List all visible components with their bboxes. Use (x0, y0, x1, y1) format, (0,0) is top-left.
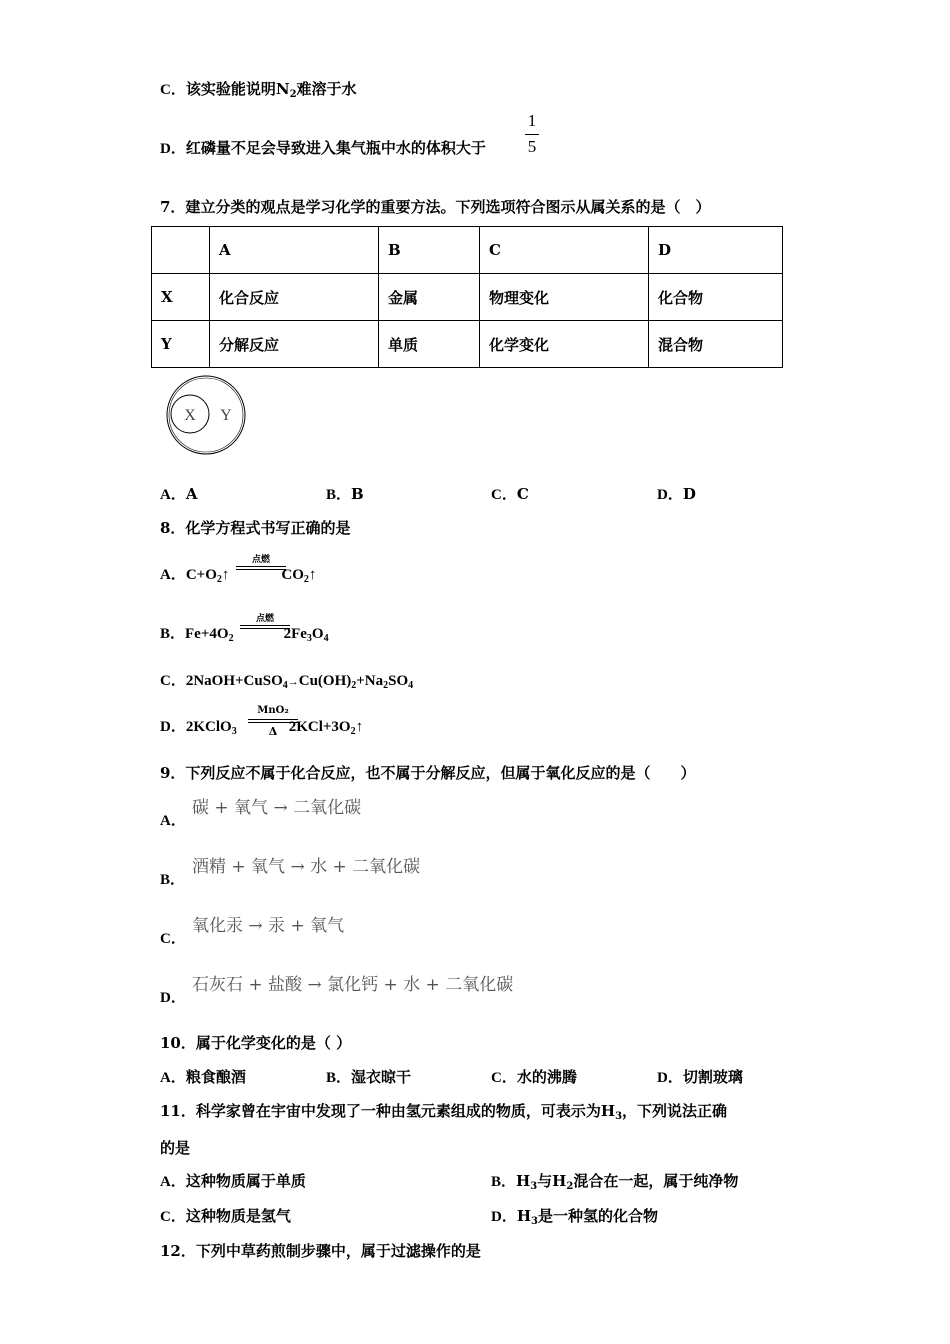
reaction-condition: 点燃 (255, 614, 274, 624)
option-text: 混合在一起，属于纯净物 (573, 1172, 739, 1190)
question-7-stem: 7．建立分类的观点是学习化学的重要方法。下列选项符合图示从属关系的是（ ） (160, 198, 711, 216)
subscript: 3 (530, 1181, 538, 1192)
option-label: D． (657, 1070, 683, 1086)
subscript: 3 (306, 633, 312, 644)
subscript: 2 (303, 574, 309, 585)
option-text: 红磷量不足会导致进入集气瓶中水的体积大于 (185, 139, 486, 157)
subscript: 3 (615, 1111, 623, 1122)
q10-option-b[interactable] (326, 1066, 411, 1087)
option-label: D． (160, 141, 186, 157)
table-cell: D (649, 227, 783, 274)
outer-circle-inner-ring (169, 378, 243, 452)
equation-part: 2NaOH+CuSO (185, 673, 283, 689)
q11-option-a[interactable] (160, 1170, 306, 1191)
fraction-numerator: 1 (527, 111, 537, 130)
table-cell: X (152, 274, 210, 321)
equation-left: 2KClO (185, 719, 232, 735)
outer-circle (167, 376, 245, 454)
q6-option-d[interactable] (160, 137, 486, 158)
question-8-stem: 8．化学方程式书写正确的是 (160, 519, 351, 537)
q9-option-d-text: 石灰石 + 盐酸 → 氯化钙 + 水 + 二氧化碳 (192, 975, 514, 995)
equals-sign (236, 566, 286, 570)
option-text: A (185, 485, 198, 503)
table-cell: 化学变化 (480, 321, 649, 368)
table-cell: 金属 (379, 274, 480, 321)
table-cell: B (379, 227, 480, 274)
table-cell: 单质 (379, 321, 480, 368)
option-text: 该实验能说明N (185, 80, 290, 98)
table-cell: C (480, 227, 649, 274)
table-cell: 物理变化 (480, 274, 649, 321)
gas-arrow: ↑ (308, 567, 317, 583)
option-text: 湿衣晾干 (351, 1068, 412, 1086)
equals-sign (248, 719, 298, 723)
q7-option-a[interactable] (160, 483, 197, 504)
subscript: 4 (408, 680, 414, 691)
table-header-row (152, 227, 783, 274)
equation-part: SO (388, 673, 409, 689)
equation-right: 2KCl+3O (288, 719, 351, 735)
table-cell: A (210, 227, 379, 274)
subscript: 2 (289, 89, 297, 100)
option-text: 切割玻璃 (682, 1068, 743, 1086)
option-label: A． (160, 567, 186, 583)
table-cell: 化合物 (649, 274, 783, 321)
equation-part: Cu(OH) (298, 673, 352, 689)
q9-option-c-text: 氧化汞 → 汞 + 氧气 (192, 916, 345, 936)
reaction-catalyst: MnO₂ (257, 705, 289, 716)
equals-sign (240, 625, 290, 629)
option-label: D． (160, 719, 186, 735)
q11-option-c[interactable] (160, 1205, 291, 1226)
q11-option-b[interactable] (491, 1170, 738, 1192)
equation-left: C+O (185, 567, 217, 583)
subscript: 2 (228, 633, 234, 644)
subscript: 3 (531, 1216, 538, 1227)
table-cell: 化合反应 (210, 274, 379, 321)
q11-option-d[interactable] (491, 1205, 658, 1227)
question-10-stem: 10．属于化学变化的是（ ） (160, 1034, 352, 1052)
table-cell: 混合物 (649, 321, 783, 368)
option-text: C (516, 485, 529, 503)
equation-right-mid: O (311, 626, 324, 642)
q8-option-c[interactable] (160, 669, 413, 691)
subscript: 3 (231, 726, 237, 737)
option-label: D． (491, 1209, 517, 1225)
option-label: A． (160, 487, 186, 503)
table-row (152, 274, 783, 321)
option-text: 粮食酿酒 (185, 1068, 246, 1086)
option-label: C． (491, 1070, 517, 1086)
q9-option-a-text: 碳 + 氧气 → 二氧化碳 (192, 798, 362, 818)
option-label: C． (160, 673, 186, 689)
equation-right: CO (281, 567, 304, 583)
gas-arrow: ↑ (355, 719, 364, 735)
question-11-stem-line2: 的是 (160, 1139, 191, 1157)
reaction-condition: 点燃 (251, 555, 270, 565)
subscript: 2 (216, 574, 222, 585)
question-12-stem: 12．下列中草药煎制步骤中，属于过滤操作的是 (160, 1242, 481, 1260)
subscript: 4 (282, 680, 288, 691)
reaction-arrow: → (287, 676, 299, 688)
option-text: 与H (537, 1172, 567, 1190)
q9-option-d-label[interactable]: D． (160, 990, 186, 1006)
subscript: 2 (350, 726, 356, 737)
option-label: B． (160, 626, 186, 642)
q9-option-b-text: 酒精 + 氧气 → 水 + 二氧化碳 (192, 857, 421, 877)
equation-part: +Na (356, 673, 384, 689)
table-cell: Y (152, 321, 210, 368)
option-text: H (516, 1172, 531, 1190)
subscript: 4 (323, 633, 329, 644)
equation-left: Fe+4O (185, 626, 229, 642)
option-text: 这种物质是氢气 (185, 1207, 291, 1225)
q10-option-d[interactable] (657, 1066, 743, 1087)
q7-option-c[interactable] (491, 483, 529, 504)
option-label: C． (160, 82, 186, 98)
question-11-stem-line1 (160, 1100, 727, 1122)
option-label: B． (326, 487, 352, 503)
table-row (152, 321, 783, 368)
q10-option-c[interactable] (491, 1066, 577, 1087)
option-text: D (682, 485, 696, 503)
inner-label: X (184, 407, 196, 424)
option-label: A． (160, 1070, 186, 1086)
q10-option-a[interactable] (160, 1066, 246, 1087)
option-label: D． (657, 487, 683, 503)
stem-text-tail: ，下列说法正确 (622, 1102, 728, 1120)
gas-arrow: ↑ (221, 567, 230, 583)
stem-text: 11．科学家曾在宇宙中发现了一种由氢元素组成的物质，可表示为H (160, 1102, 616, 1120)
option-text: B (351, 485, 364, 503)
option-text: 是一种氢的化合物 (538, 1207, 659, 1225)
fraction-bar (525, 134, 539, 135)
q6-option-c[interactable] (160, 78, 357, 100)
subscript: 2 (383, 680, 389, 691)
table-cell (152, 227, 210, 274)
q9-option-b-label[interactable]: B． (160, 872, 186, 888)
option-text-tail: 难溶于水 (296, 80, 357, 98)
q9-option-a-label[interactable]: A． (160, 813, 186, 829)
q7-option-b[interactable] (326, 483, 364, 504)
equation-right: 2Fe (283, 626, 307, 642)
table-cell: 分解反应 (210, 321, 379, 368)
fraction-denominator: 5 (527, 137, 537, 156)
option-label: B． (491, 1174, 517, 1190)
classification-table (151, 226, 783, 368)
subscript: 2 (566, 1181, 574, 1192)
venn-diagram (163, 374, 251, 456)
option-label: C． (160, 1209, 186, 1225)
option-label: C． (491, 487, 517, 503)
option-label: B． (326, 1070, 352, 1086)
reaction-heat: Δ (268, 725, 278, 738)
option-label: A． (160, 1174, 186, 1190)
subscript: 2 (351, 680, 357, 691)
outer-label: Y (220, 407, 232, 424)
option-text: 水的沸腾 (516, 1068, 577, 1086)
option-text: H (516, 1207, 532, 1225)
q9-option-c-label[interactable]: C． (160, 931, 186, 947)
question-9-stem: 9．下列反应不属于化合反应，也不属于分解反应，但属于氧化反应的是（ ） (160, 764, 696, 782)
option-text: 这种物质属于单质 (185, 1172, 306, 1190)
q7-option-d[interactable] (657, 483, 696, 504)
